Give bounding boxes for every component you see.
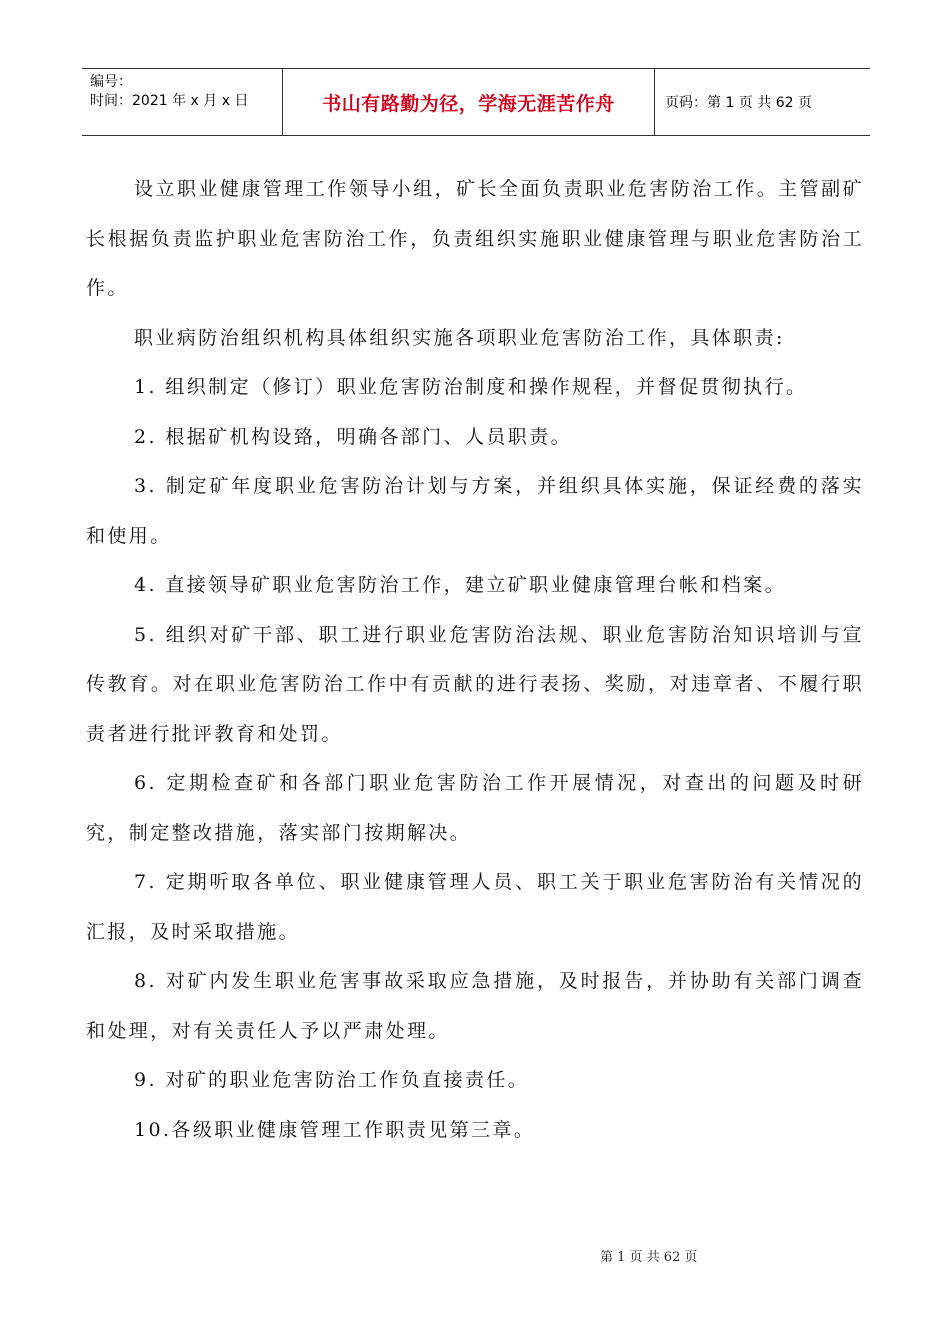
code-label: 编号： (90, 74, 132, 90)
paragraph: 设立职业健康管理工作领导小组，矿长全面负责职业危害防治工作。主管副矿长根据负责监护职业危害防治工作，负责组织实施职业健康管理与职业危害防治工作。 (86, 178, 864, 299)
paragraph: 职业病防治组织机构具体组织实施各项职业危害防治工作，具体职责: (134, 326, 785, 349)
page-footer (600, 1246, 760, 1265)
document-body (86, 165, 864, 1155)
list-item: 5. 组织对矿干部、职工进行职业危害防治法规、职业危害防治知识培训与宣传教育。对在职业危害防治工作中有贡献的进行表扬、奖励，对违章者、不履行职责者进行批评教育和处罚。 (86, 623, 864, 745)
list-item: 1. 组织制定（修订）职业危害防治制度和操作规程，并督促贯彻执行。 (134, 376, 808, 398)
document-header (82, 68, 870, 136)
list-item: 3. 制定矿年度职业危害防治计划与方案，并组织具体实施，保证经费的落实和使用。 (86, 475, 864, 547)
list-item: 10.各级职业健康管理工作职责见第三章。 (134, 1118, 536, 1141)
list-item: 8. 对矿内发生职业危害事故采取应急措施，及时报告，并协助有关部门调查和处理，对有关责任人予以严肃处理。 (86, 970, 864, 1042)
date-line: 时间：2021 年 x 月 x 日 (90, 93, 249, 109)
list-item: 4. 直接领导矿职业危害防治工作，建立矿职业健康管理台帐和档案。 (134, 574, 786, 596)
footer-page-number: 第 1 页 共 62 页 (600, 1250, 698, 1265)
list-item: 7. 定期听取各单位、职业健康管理人员、职工关于职业危害防治有关情况的汇报，及时采取措施。 (86, 871, 864, 943)
header-motto: 书山有路勤为径，学海无涯苦作舟 (322, 92, 615, 115)
header-meta-cell (82, 69, 282, 135)
motto-cell (282, 69, 655, 135)
list-item: 9. 对矿的职业危害防治工作负直接责任。 (134, 1069, 530, 1091)
list-item: 2. 根据矿机构设臵，明确各部门、人员职责。 (134, 425, 572, 448)
page-info-cell (655, 69, 870, 135)
list-item: 6. 定期检查矿和各部门职业危害防治工作开展情况，对查出的问题及时研究，制定整改措施，落实部门按期解决。 (86, 772, 864, 844)
header-page-info: 页码：第 1 页 共 62 页 (665, 95, 812, 111)
